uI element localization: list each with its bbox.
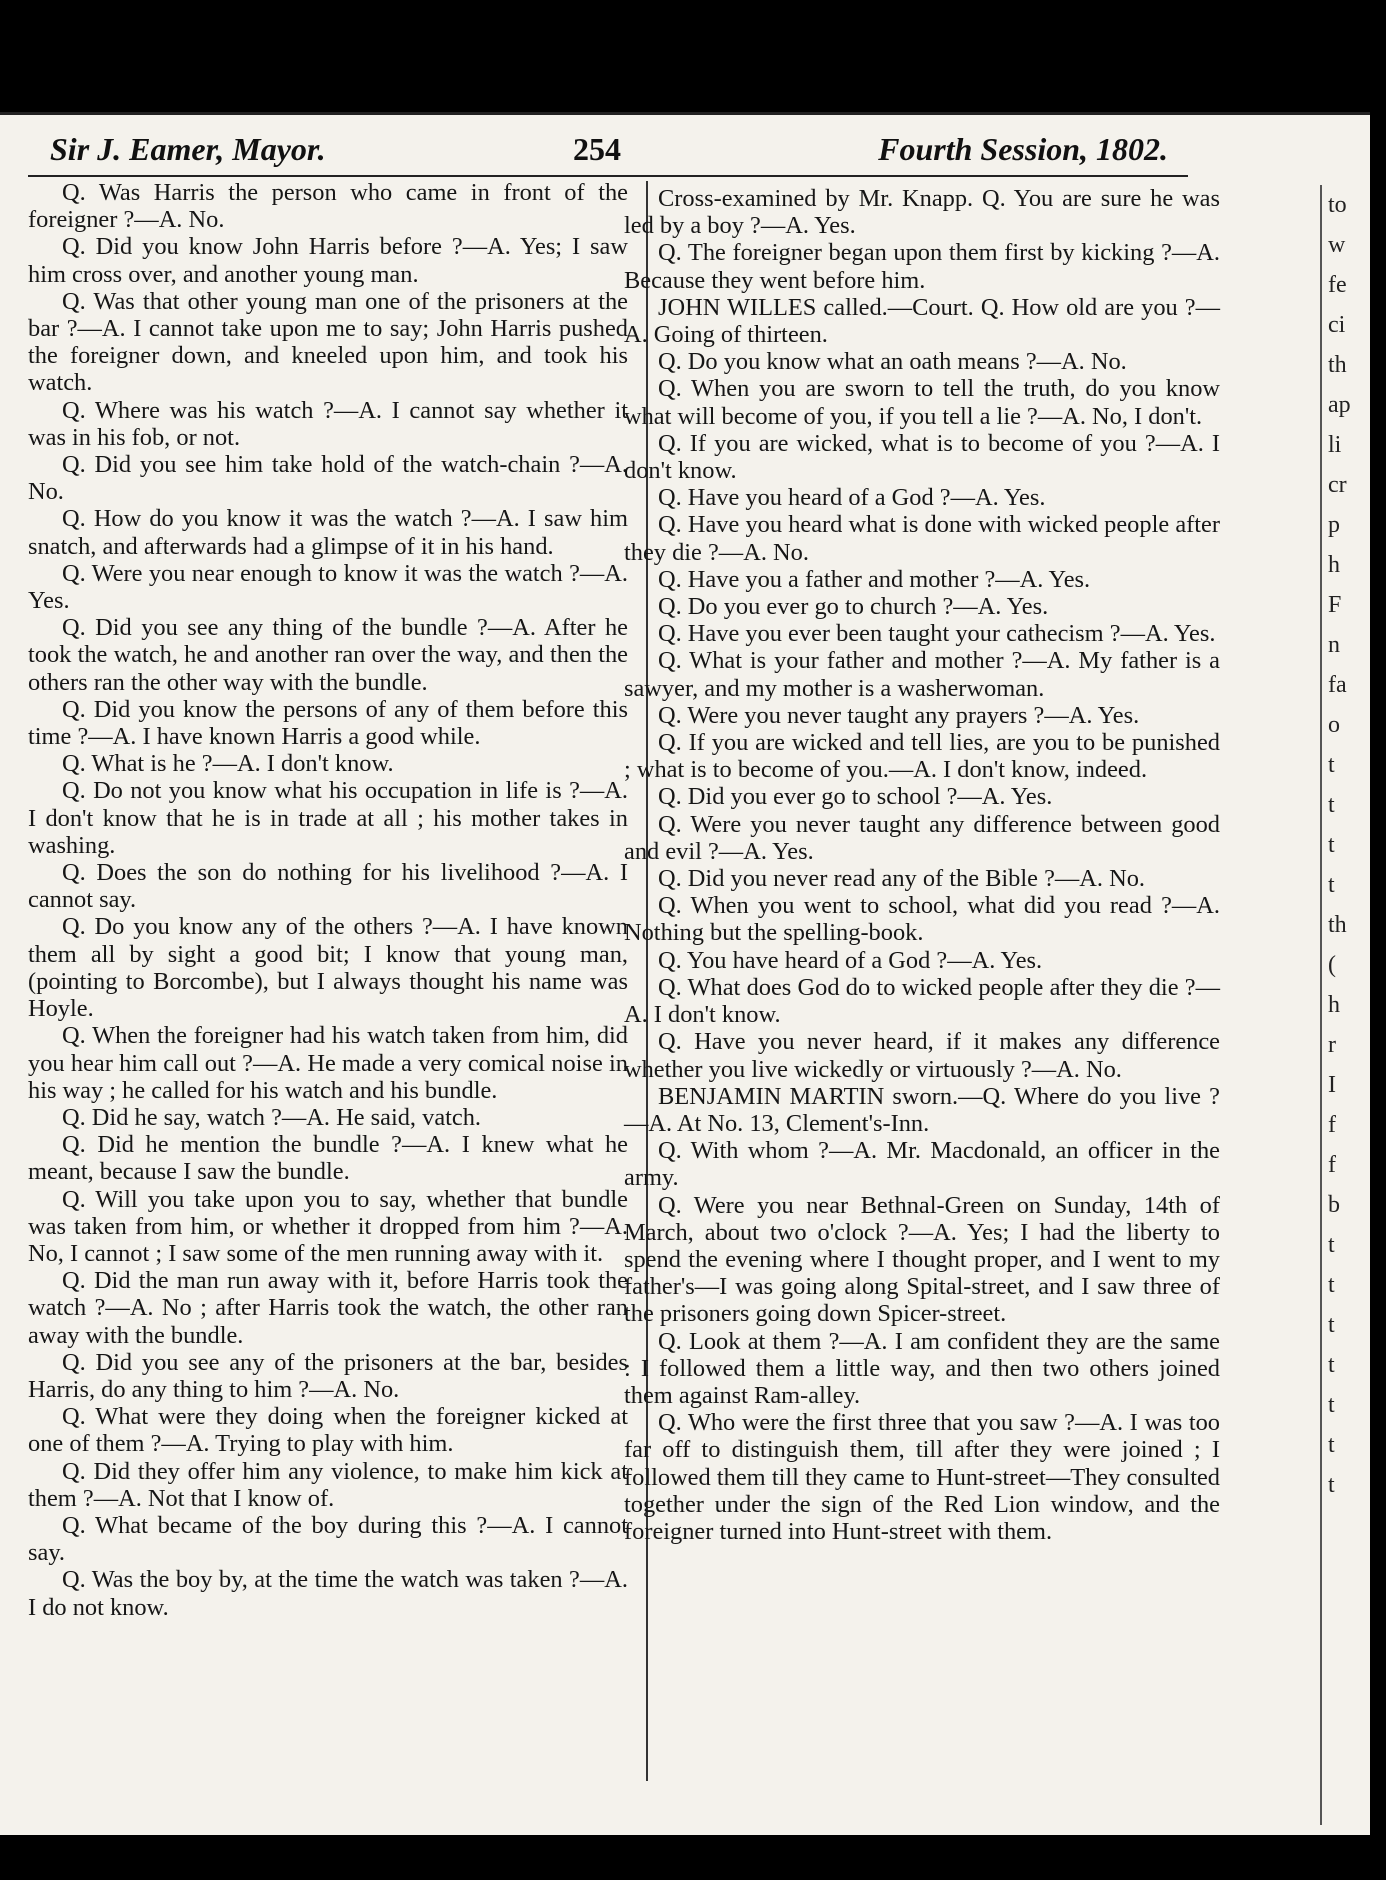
page-edge-fragment: t [1328, 872, 1335, 898]
testimony-paragraph: Q. What does God do to wicked people after they die ?—A. I don't know. [624, 973, 1220, 1029]
page-edge-fragment: b [1328, 1192, 1340, 1218]
page-edge-fragment: th [1328, 352, 1347, 378]
testimony-paragraph: Q. With whom ?—A. Mr. Macdonald, an officer in the army. [624, 1137, 1220, 1192]
testimony-paragraph: Q. Who were the first three that you saw ?—A. I was too far off to distinguish them, till after they were joined ; I followed them till they came to Hunt-street—They consulted together under the sign of the Red Lion window, and the foreigner turned into Hunt-street with them. [624, 1409, 1220, 1545]
page-edge-fragment: t [1328, 1272, 1335, 1298]
testimony-paragraph: Q. When the foreigner had his watch taken from him, did you hear him call out ?—A. He made a very comical noise in his way ; he called for his watch and his bundle. [28, 1022, 628, 1104]
testimony-paragraph: Q. Did they offer him any violence, to make him kick at them ?—A. Not that I know of. [28, 1457, 628, 1512]
testimony-paragraph: Q. Have you heard what is done with wicked people after they die ?—A. No. [624, 511, 1220, 566]
testimony-paragraph: Q. Have you never heard, if it makes any difference whether you live wickedly or virtuously ?—A. No. [624, 1028, 1220, 1083]
page-edge-fragment: to [1328, 192, 1347, 218]
testimony-paragraph: Q. Where was his watch ?—A. I cannot say whether it was in his fob, or not. [28, 396, 628, 451]
testimony-paragraph: Q. What became of the boy during this ?—A. I cannot say. [28, 1511, 628, 1567]
page-edge-fragment: t [1328, 752, 1335, 778]
page-edge-fragment: p [1328, 512, 1340, 538]
testimony-paragraph: Q. Have you heard of a God ?—A. Yes. [658, 484, 1046, 512]
testimony-paragraph: Q. What is he ?—A. I don't know. [62, 750, 394, 778]
testimony-paragraph: Q. When you went to school, what did you read ?—A. Nothing but the spelling-book. [624, 892, 1220, 947]
testimony-paragraph: Q. If you are wicked, what is to become of you ?—A. I don't know. [624, 429, 1220, 485]
header-mayor: Sir J. Eamer, Mayor. [50, 131, 326, 167]
page-edge-fragment: n [1328, 632, 1340, 658]
testimony-paragraph: Q. When you are sworn to tell the truth, do you know what will become of you, if you tell a lie ?—A. No, I don't. [624, 375, 1220, 430]
running-header [0, 131, 1188, 177]
testimony-paragraph: Q. Was Harris the person who came in front of the foreigner ?—A. No. [28, 179, 628, 234]
testimony-paragraph: Q. Do you ever go to church ?—A. Yes. [658, 593, 1049, 621]
testimony-paragraph: Q. Do not you know what his occupation in life is ?—A. I don't know that he is in trade at all ; his mother takes in washing. [28, 777, 628, 859]
testimony-paragraph: Q. Did you know John Harris before ?—A. Yes; I saw him cross over, and another young man. [28, 233, 628, 288]
testimony-paragraph: Q. You have heard of a God ?—A. Yes. [658, 946, 1043, 974]
page-edge-fragment: t [1328, 1312, 1335, 1338]
testimony-paragraph: Q. Were you near Bethnal-Green on Sunday, 14th of March, about two o'clock ?—A. Yes; I had the liberty to spend the evening where I thought proper, and I went to my father's—I was going along Spital-street, and I saw three of the prisoners going down Spicer-street. [624, 1191, 1220, 1328]
page-edge-fragment: h [1328, 992, 1340, 1018]
page-edge-fragment: o [1328, 712, 1340, 738]
page-edge-fragment: t [1328, 1392, 1335, 1418]
page-edge-fragment: ap [1328, 392, 1351, 418]
book-page [0, 112, 1370, 1835]
testimony-paragraph: Q. Was the boy by, at the time the watch was taken ?—A. I do not know. [28, 1566, 628, 1621]
page-edge-fragment: th [1328, 912, 1347, 938]
page-edge-fragment: f [1328, 1112, 1336, 1138]
testimony-paragraph: Q. What were they doing when the foreigner kicked at one of them ?—A. Trying to play with him. [28, 1403, 628, 1458]
testimony-paragraph: Q. Did you see him take hold of the watch-chain ?—A. No. [28, 451, 628, 506]
header-session: Fourth Session, 1802. [878, 131, 1168, 167]
testimony-paragraph: Q. Did the man run away with it, before Harris took the watch ?—A. No ; after Harris took the watch, the other ran away with the bundle. [28, 1267, 628, 1349]
testimony-paragraph: Q. How do you know it was the watch ?—A. I saw him snatch, and afterwards had a glimpse of it in his hand. [28, 505, 628, 560]
testimony-paragraph: JOHN WILLES called.—Court. Q. How old are you ?—A. Going of thirteen. [624, 293, 1220, 349]
page-edge-fragment: t [1328, 832, 1335, 858]
testimony-paragraph: Q. Have you a father and mother ?—A. Yes. [658, 565, 1091, 593]
page-edge-fragment: t [1328, 1432, 1335, 1458]
page-edge-fragment: I [1328, 1072, 1336, 1098]
testimony-paragraph: Q. Did you see any thing of the bundle ?—A. After he took the watch, he and another ran over the way, and then the others ran the other way with the bundle. [28, 614, 628, 696]
page-edge-fragment: t [1328, 1472, 1335, 1498]
testimony-paragraph: Q. Did you ever go to school ?—A. Yes. [658, 783, 1053, 811]
testimony-paragraph: Q. Look at them ?—A. I am confident they are the same : I followed them a little way, and then two others joined them against Ram-alley. [624, 1327, 1220, 1409]
page-edge-fragment: t [1328, 792, 1335, 818]
page-edge-fragment: w [1328, 232, 1346, 258]
testimony-paragraph: Q. Were you near enough to know it was the watch ?—A. Yes. [28, 559, 628, 615]
testimony-paragraph: Q. What is your father and mother ?—A. My father is a sawyer, and my mother is a washerwoman. [624, 647, 1220, 702]
page-edge-fragment: cr [1328, 472, 1347, 498]
testimony-paragraph: Q. The foreigner began upon them first by kicking ?—A. Because they went before him. [624, 239, 1220, 294]
page-edge-fragment: F [1328, 592, 1342, 618]
page-edge-fragment: fe [1328, 272, 1347, 298]
testimony-paragraph: Q. Was that other young man one of the prisoners at the bar ?—A. I cannot take upon me to say; John Harris pushed the foreigner down, and kneeled upon him, and took his watch. [28, 287, 628, 397]
page-edge-fragment: r [1328, 1032, 1336, 1058]
page-edge-fragment: f [1328, 1152, 1336, 1178]
testimony-paragraph: Q. Did you know the persons of any of them before this time ?—A. I have known Harris a good while. [28, 695, 628, 751]
page-number: 254 [573, 131, 621, 167]
page-edge-fragment: t [1328, 1232, 1335, 1258]
testimony-paragraph: Q. Does the son do nothing for his livelihood ?—A. I cannot say. [28, 859, 628, 914]
adjacent-page-edge [1320, 185, 1370, 1825]
header-rule [28, 175, 1188, 177]
testimony-paragraph: Q. Did you never read any of the Bible ?—A. No. [658, 865, 1146, 893]
testimony-paragraph: Q. Were you never taught any difference between good and evil ?—A. Yes. [624, 810, 1220, 865]
testimony-paragraph: Q. Do you know any of the others ?—A. I have known them all by sight a good bit; I know that young man, (pointing to Borcombe), but I always thought his name was Hoyle. [28, 913, 628, 1023]
testimony-paragraph: Q. Will you take upon you to say, whether that bundle was taken from him, or whether it dropped from him ?—A. No, I cannot ; I saw some of the men running away with it. [28, 1185, 628, 1267]
page-edge-fragment: fa [1328, 672, 1347, 698]
left-column [28, 179, 628, 1621]
page-edge-fragment: ( [1328, 952, 1336, 978]
testimony-paragraph: Q. Were you never taught any prayers ?—A. Yes. [658, 701, 1140, 729]
testimony-paragraph: Q. Did he mention the bundle ?—A. I knew what he meant, because I saw the bundle. [28, 1131, 628, 1186]
page-edge-fragment: ci [1328, 312, 1346, 338]
testimony-paragraph: Q. Do you know what an oath means ?—A. No. [658, 348, 1127, 376]
testimony-paragraph: Q. Have you ever been taught your cathecism ?—A. Yes. [658, 620, 1216, 648]
page-edge-fragment: li [1328, 432, 1342, 458]
testimony-paragraph: Q. Did he say, watch ?—A. He said, vatch. [62, 1103, 482, 1131]
testimony-paragraph: Cross-examined by Mr. Knapp. Q. You are sure he was led by a boy ?—A. Yes. [624, 185, 1220, 240]
testimony-paragraph: Q. If you are wicked and tell lies, are you to be punished ; what is to become of you.—A. I don't know, indeed. [624, 729, 1220, 784]
testimony-paragraph: BENJAMIN MARTIN sworn.—Q. Where do you live ?—A. At No. 13, Clement's-Inn. [624, 1082, 1220, 1137]
page-edge-fragment: t [1328, 1352, 1335, 1378]
testimony-paragraph: Q. Did you see any of the prisoners at the bar, besides Harris, do any thing to him ?—A. No. [28, 1348, 628, 1403]
page-edge-fragment: h [1328, 552, 1340, 578]
right-column [624, 185, 1220, 1545]
